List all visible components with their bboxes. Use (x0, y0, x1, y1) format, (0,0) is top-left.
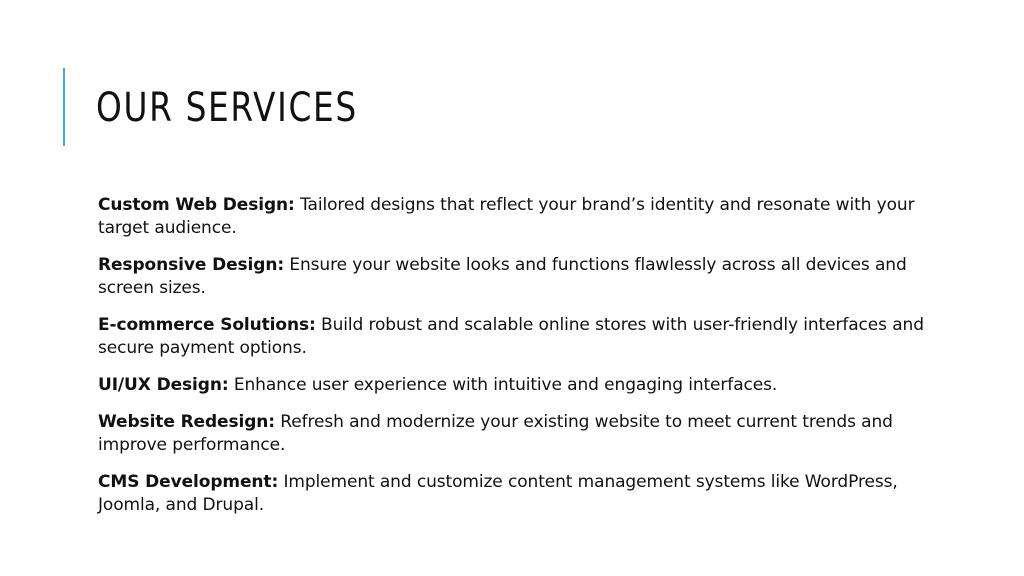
service-item-ui-ux-design (98, 374, 928, 397)
service-item-website-redesign (98, 411, 928, 457)
service-description: Implement and customize content management systems like WordPress, Joomla, and Drupal. (98, 472, 898, 515)
service-description: Refresh and modernize your existing website to meet current trends and improve performance. (98, 412, 893, 455)
service-name: CMS Development: (98, 472, 279, 492)
title-accent-bar (63, 68, 65, 146)
service-item-cms-development (98, 471, 928, 517)
service-name: Custom Web Design: (98, 195, 295, 215)
slide-title: OUR SERVICES (96, 85, 358, 131)
service-item-custom-web-design (98, 194, 928, 240)
service-description: Ensure your website looks and functions flawlessly across all devices and screen sizes. (98, 255, 907, 298)
service-item-responsive-design (98, 254, 928, 300)
service-name: E-commerce Solutions: (98, 315, 316, 335)
service-description: Tailored designs that reflect your brand’s identity and resonate with your target audience. (98, 195, 915, 238)
service-description: Enhance user experience with intuitive and engaging interfaces. (228, 375, 778, 395)
service-item-ecommerce-solutions (98, 314, 928, 360)
service-name: Website Redesign: (98, 412, 275, 432)
services-list (98, 194, 928, 531)
service-name: Responsive Design: (98, 255, 285, 275)
service-description: Build robust and scalable online stores with user-friendly interfaces and secure payment options. (98, 315, 924, 358)
service-name: UI/UX Design: (98, 375, 229, 395)
